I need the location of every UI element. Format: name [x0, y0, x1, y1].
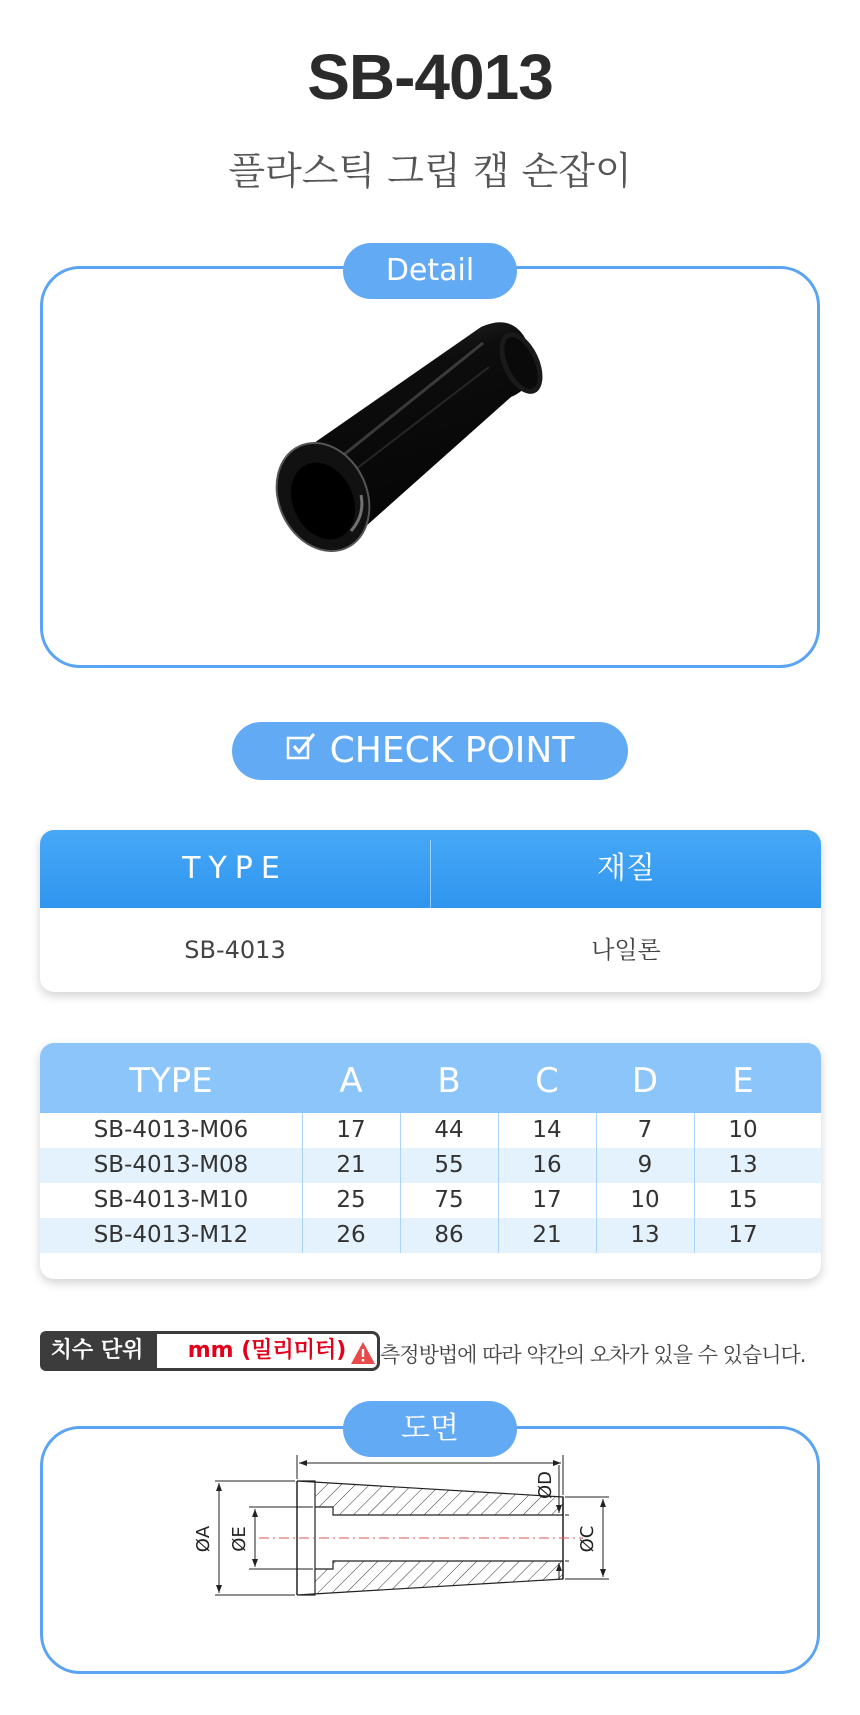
column-divider	[400, 1113, 401, 1253]
cell-e: 10	[728, 1117, 758, 1143]
cell-b: 55	[434, 1152, 464, 1178]
cell-type: SB-4013-M06	[93, 1117, 249, 1143]
drawing-frame	[40, 1426, 820, 1674]
warning-triangle-icon	[350, 1341, 376, 1370]
material-table	[40, 830, 821, 992]
product-title: SB-4013	[307, 41, 553, 113]
cell-a: 25	[336, 1187, 366, 1213]
cell-e: 15	[728, 1187, 758, 1213]
cell-type: SB-4013-M08	[93, 1152, 249, 1178]
cell-e: 13	[728, 1152, 758, 1178]
header-type: TYPE	[129, 1061, 213, 1101]
cell-b: 44	[434, 1117, 464, 1143]
cell-c: 14	[532, 1117, 562, 1143]
cell-e: 17	[728, 1222, 758, 1248]
cell-b: 86	[434, 1222, 464, 1248]
cell-a: 21	[336, 1152, 366, 1178]
detail-label: Detail	[343, 243, 517, 299]
header-material: 재질	[597, 851, 655, 886]
cell-c: 16	[532, 1152, 562, 1178]
cell-c: 21	[532, 1222, 562, 1248]
dim-e-label: ØE	[229, 1526, 250, 1552]
cell-type: SB-4013-M10	[93, 1187, 249, 1213]
cell-b: 75	[434, 1187, 464, 1213]
header-b: B	[437, 1061, 461, 1101]
checkbox-icon	[286, 720, 316, 778]
dimension-table	[40, 1043, 821, 1279]
unit-label: 치수 단위	[40, 1331, 154, 1371]
dim-a-label: ØA	[193, 1525, 214, 1553]
cell-d: 10	[630, 1187, 660, 1213]
column-divider	[596, 1113, 597, 1253]
header-d: D	[631, 1061, 659, 1101]
cell-a: 26	[336, 1222, 366, 1248]
material-table-header	[40, 830, 821, 908]
check-point-label	[232, 722, 628, 780]
cell-type: SB-4013	[184, 936, 286, 964]
header-e: E	[732, 1061, 754, 1101]
column-divider	[694, 1113, 695, 1253]
table-row	[40, 1113, 821, 1148]
cell-type: SB-4013-M12	[93, 1222, 249, 1248]
check-point-text: CHECK POINT	[329, 730, 575, 771]
cell-d: 9	[637, 1152, 653, 1178]
drawing-label: 도면	[343, 1401, 517, 1457]
column-divider	[302, 1113, 303, 1253]
dim-d-label: ØD	[535, 1470, 556, 1500]
dim-c-label: ØC	[577, 1525, 598, 1553]
detail-frame	[40, 266, 820, 668]
product-photo	[43, 269, 817, 665]
cell-d: 7	[637, 1117, 653, 1143]
header-a: A	[339, 1061, 363, 1101]
dimension-table-header	[40, 1043, 821, 1113]
cell-d: 13	[630, 1222, 660, 1248]
product-subtitle: 플라스틱 그립 캡 손잡이	[228, 149, 632, 193]
cell-material: 나일론	[591, 936, 661, 964]
table-row	[40, 1183, 821, 1218]
table-row	[40, 1148, 821, 1183]
header-c: C	[535, 1061, 559, 1101]
column-divider	[498, 1113, 499, 1253]
cell-a: 17	[336, 1117, 366, 1143]
technical-drawing	[43, 1429, 817, 1671]
warning-text: 측정방법에 따라 약간의 오차가 있을 수 있습니다.	[380, 1343, 806, 1367]
header-type: TYPE	[182, 851, 288, 886]
table-row	[40, 1218, 821, 1253]
cell-c: 17	[532, 1187, 562, 1213]
unit-value: mm (밀리미터)	[154, 1331, 380, 1371]
